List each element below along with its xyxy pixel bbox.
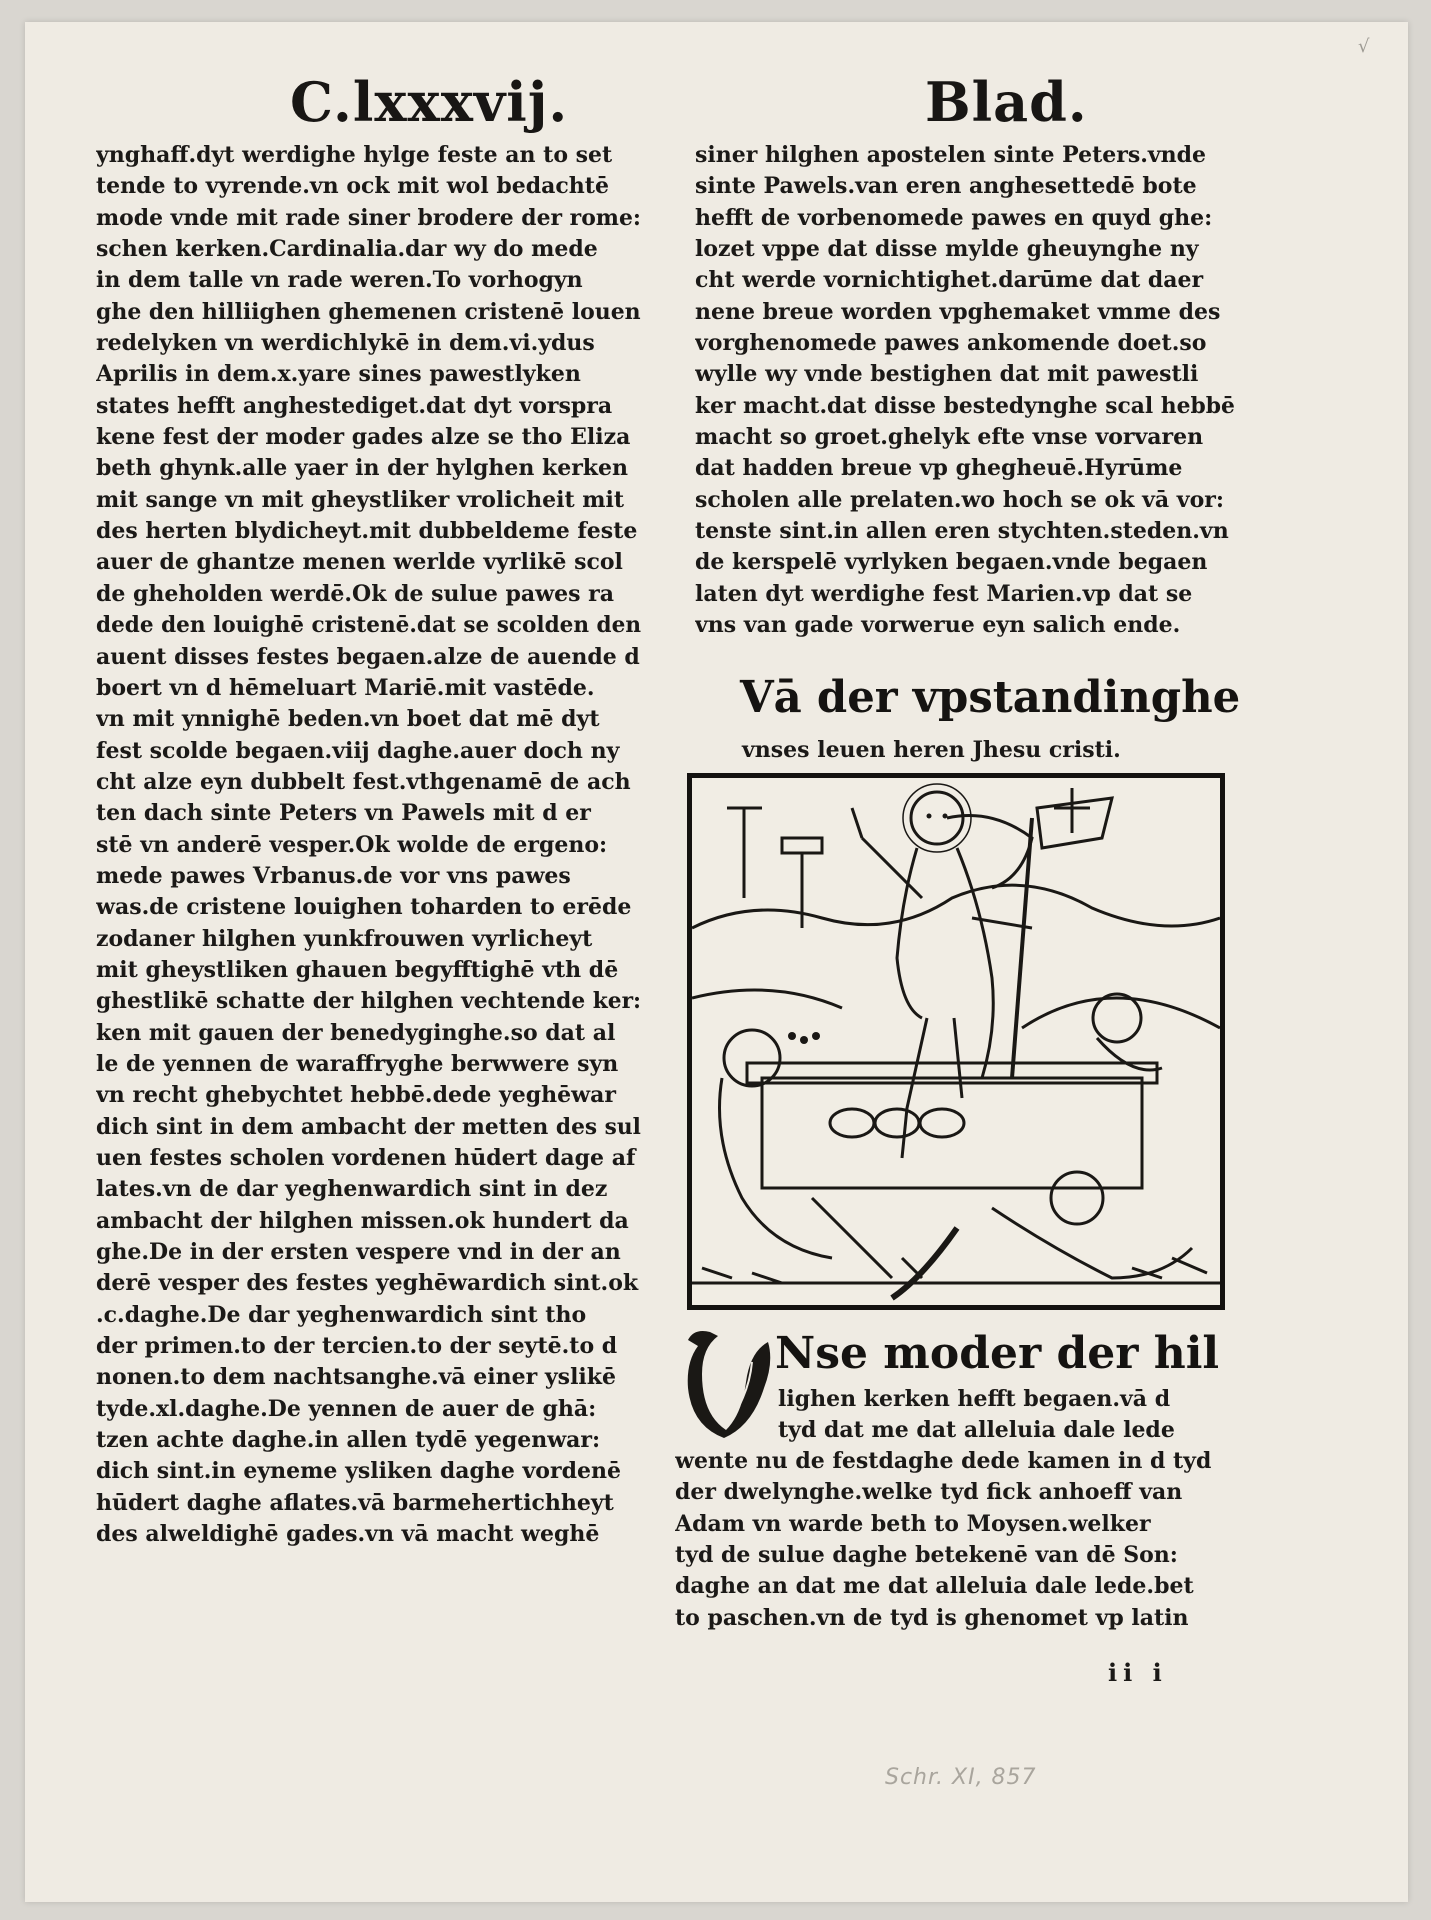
- text-line: des alweldighē gades.vn vā macht weghē: [96, 1521, 600, 1548]
- text-line: vn recht ghebychtet hebbē.dede yeghēwar: [96, 1082, 616, 1109]
- text-line: tzen achte daghe.in allen tydē yegenwar:: [96, 1427, 601, 1454]
- text-line: tende to vyrende.vn ock mit wol bedachtē: [96, 173, 609, 200]
- right-text-column-top: [695, 140, 1235, 642]
- text-line: wylle wy vnde bestighen dat mit pawestli: [695, 361, 1199, 388]
- text-line: ghe den hilliighen ghemenen cristenē louen: [96, 298, 641, 325]
- section-subheading: vnses leuen heren Jhesu cristi.: [742, 737, 1121, 763]
- signature-mark: ii i: [1108, 1658, 1168, 1687]
- text-line: nene breue worden vpghemaket vmme des: [695, 298, 1221, 325]
- text-line: der dwelynghe.welke tyd fick anhoeff van: [675, 1479, 1183, 1506]
- text-line: fest scolde begaen.viij daghe.auer doch ny: [96, 737, 620, 764]
- text-line: vn mit ynnighē beden.vn boet dat mē dyt: [96, 706, 600, 733]
- text-line: stē vn anderē vesper.Ok wolde de ergeno:: [96, 831, 608, 858]
- text-line: scholen alle prelaten.wo hoch se ok vā vor:: [695, 486, 1224, 513]
- text-line: ken mit gauen der benedyginghe.so dat al: [96, 1019, 616, 1046]
- text-line: siner hilghen apostelen sinte Peters.vnde: [695, 142, 1207, 168]
- text-line: des herten blydicheyt.mit dubbeldeme feste: [96, 518, 638, 545]
- text-line: dich sint.in eyneme ysliken daghe vordenē: [96, 1458, 621, 1485]
- text-line: to paschen.vn de tyd is ghenomet vp latin: [675, 1604, 1189, 1631]
- text-line: sinte Pawels.van eren anghesettedē bote: [695, 173, 1197, 200]
- text-line: cht werde vornichtighet.darūme dat daer: [695, 267, 1204, 294]
- folio-number: C.lxxxvij.: [290, 70, 569, 134]
- text-line: auer de ghantze menen werlde vyrlikē scol: [96, 549, 623, 576]
- text-line: tyde.xl.daghe.De yennen de auer de ghā:: [96, 1395, 597, 1422]
- text-line: states hefft anghestediget.dat dyt vorspra: [96, 392, 613, 419]
- text-line: vorghenomede pawes ankomende doet.so: [695, 330, 1207, 357]
- text-line: wente nu de festdaghe dede kamen in d tyd: [675, 1448, 1212, 1474]
- text-line: cht alze eyn dubbelt fest.vthgenamē de ach: [96, 768, 631, 795]
- resurrection-woodcut: [687, 773, 1225, 1310]
- text-line: lighen kerken hefft begaen.vā d: [778, 1386, 1171, 1412]
- text-line: tenste sint.in allen eren stychten.steden.vn: [695, 518, 1229, 545]
- text-line: .c.daghe.De dar yeghenwardich sint tho: [96, 1301, 587, 1328]
- text-line: tyd de sulue daghe betekenē van dē Son:: [675, 1542, 1178, 1569]
- text-line: zodaner hilghen yunkfrouwen vyrlicheyt: [96, 925, 593, 952]
- text-line: dat hadden breue vp ghegheuē.Hyrūme: [695, 455, 1183, 482]
- text-line: dich sint in dem ambacht der metten des sul: [96, 1113, 641, 1140]
- text-line: ghestlikē schatte der hilghen vechtende ker:: [96, 988, 641, 1015]
- text-line: kene fest der moder gades alze se tho Eliza: [96, 424, 631, 451]
- text-line: ker macht.dat disse bestedynghe scal hebbē: [695, 392, 1235, 419]
- text-line: boert vn d hēmeluart Mariē.mit vastēde.: [96, 674, 595, 701]
- text-line: ynghaff.dyt werdighe hylge feste an to set: [96, 142, 613, 168]
- right-text-indented-lines: [778, 1384, 1228, 1447]
- section-heading: Vā der vpstandinghe: [740, 672, 1241, 723]
- text-line: de kerspelē vyrlyken begaen.vnde begaen: [695, 549, 1208, 576]
- text-line: de gheholden werdē.Ok de sulue pawes ra: [96, 580, 614, 607]
- decorated-initial-letter: [680, 1322, 776, 1442]
- text-line: redelyken vn werdichlykē in dem.vi.ydus: [96, 330, 595, 357]
- text-line: mode vnde mit rade siner brodere der rome:: [96, 204, 641, 231]
- text-line: der primen.to der tercien.to der seytē.to d: [96, 1333, 618, 1360]
- text-line: lozet vppe dat disse mylde gheuynghe ny: [695, 236, 1199, 263]
- text-line: ten dach sinte Peters vn Pawels mit d er: [96, 800, 591, 827]
- text-line: le de yennen de waraffryghe berwwere syn: [96, 1050, 619, 1077]
- text-line: mit gheystliken ghauen begyfftighē vth dē: [96, 956, 619, 983]
- second-section-heading: Nse moder der hil: [775, 1328, 1220, 1379]
- text-line: schen kerken.Cardinalia.dar wy do mede: [96, 236, 598, 263]
- text-line: mit sange vn mit gheystliker vrolicheit mit: [96, 486, 625, 513]
- text-line: lates.vn de dar yeghenwardich sint in dez: [96, 1176, 608, 1203]
- text-line: dede den louighē cristenē.dat se scolden den: [96, 612, 641, 639]
- text-line: macht so groet.ghelyk efte vnse vorvaren: [695, 424, 1204, 451]
- pencil-catalogue-note: Schr. XI, 857: [885, 1765, 1037, 1790]
- left-text-column: [96, 140, 641, 1550]
- text-line: in dem talle vn rade weren.To vorhogyn: [96, 267, 583, 294]
- text-line: Adam vn warde beth to Moysen.welker: [675, 1510, 1151, 1537]
- text-line: ghe.De in der ersten vespere vnd in der an: [96, 1239, 621, 1266]
- text-line: laten dyt werdighe fest Marien.vp dat se: [695, 580, 1193, 607]
- text-line: hūdert daghe aflates.vā barmehertichheyt: [96, 1489, 614, 1516]
- text-line: was.de cristene louighen toharden to erēde: [96, 894, 632, 921]
- text-line: beth ghynk.alle yaer in der hylghen kerken: [96, 455, 629, 482]
- text-line: hefft de vorbenomede pawes en quyd ghe:: [695, 204, 1213, 231]
- text-line: derē vesper des festes yeghēwardich sint.ok: [96, 1270, 639, 1297]
- woodcut-illustration: [692, 778, 1220, 1305]
- text-line: uen festes scholen vordenen hūdert dage af: [96, 1145, 636, 1171]
- text-line: mede pawes Vrbanus.de vor vns pawes: [96, 862, 571, 889]
- text-line: nonen.to dem nachtsanghe.vā einer yslikē: [96, 1364, 617, 1391]
- text-line: ambacht der hilghen missen.ok hundert da: [96, 1207, 629, 1234]
- text-line: daghe an dat me dat alleluia dale lede.bet: [675, 1573, 1194, 1600]
- text-line: Aprilis in dem.x.yare sines pawestlyken: [96, 361, 581, 388]
- folio-label: Blad.: [925, 70, 1088, 134]
- right-text-column-bottom: [675, 1446, 1230, 1634]
- corner-pencil-mark: √: [1358, 36, 1370, 57]
- text-line: tyd dat me dat alleluia dale lede: [778, 1417, 1175, 1444]
- text-line: vns van gade vorwerue eyn salich ende.: [695, 612, 1181, 639]
- text-line: auent disses festes begaen.alze de auende d: [96, 643, 640, 670]
